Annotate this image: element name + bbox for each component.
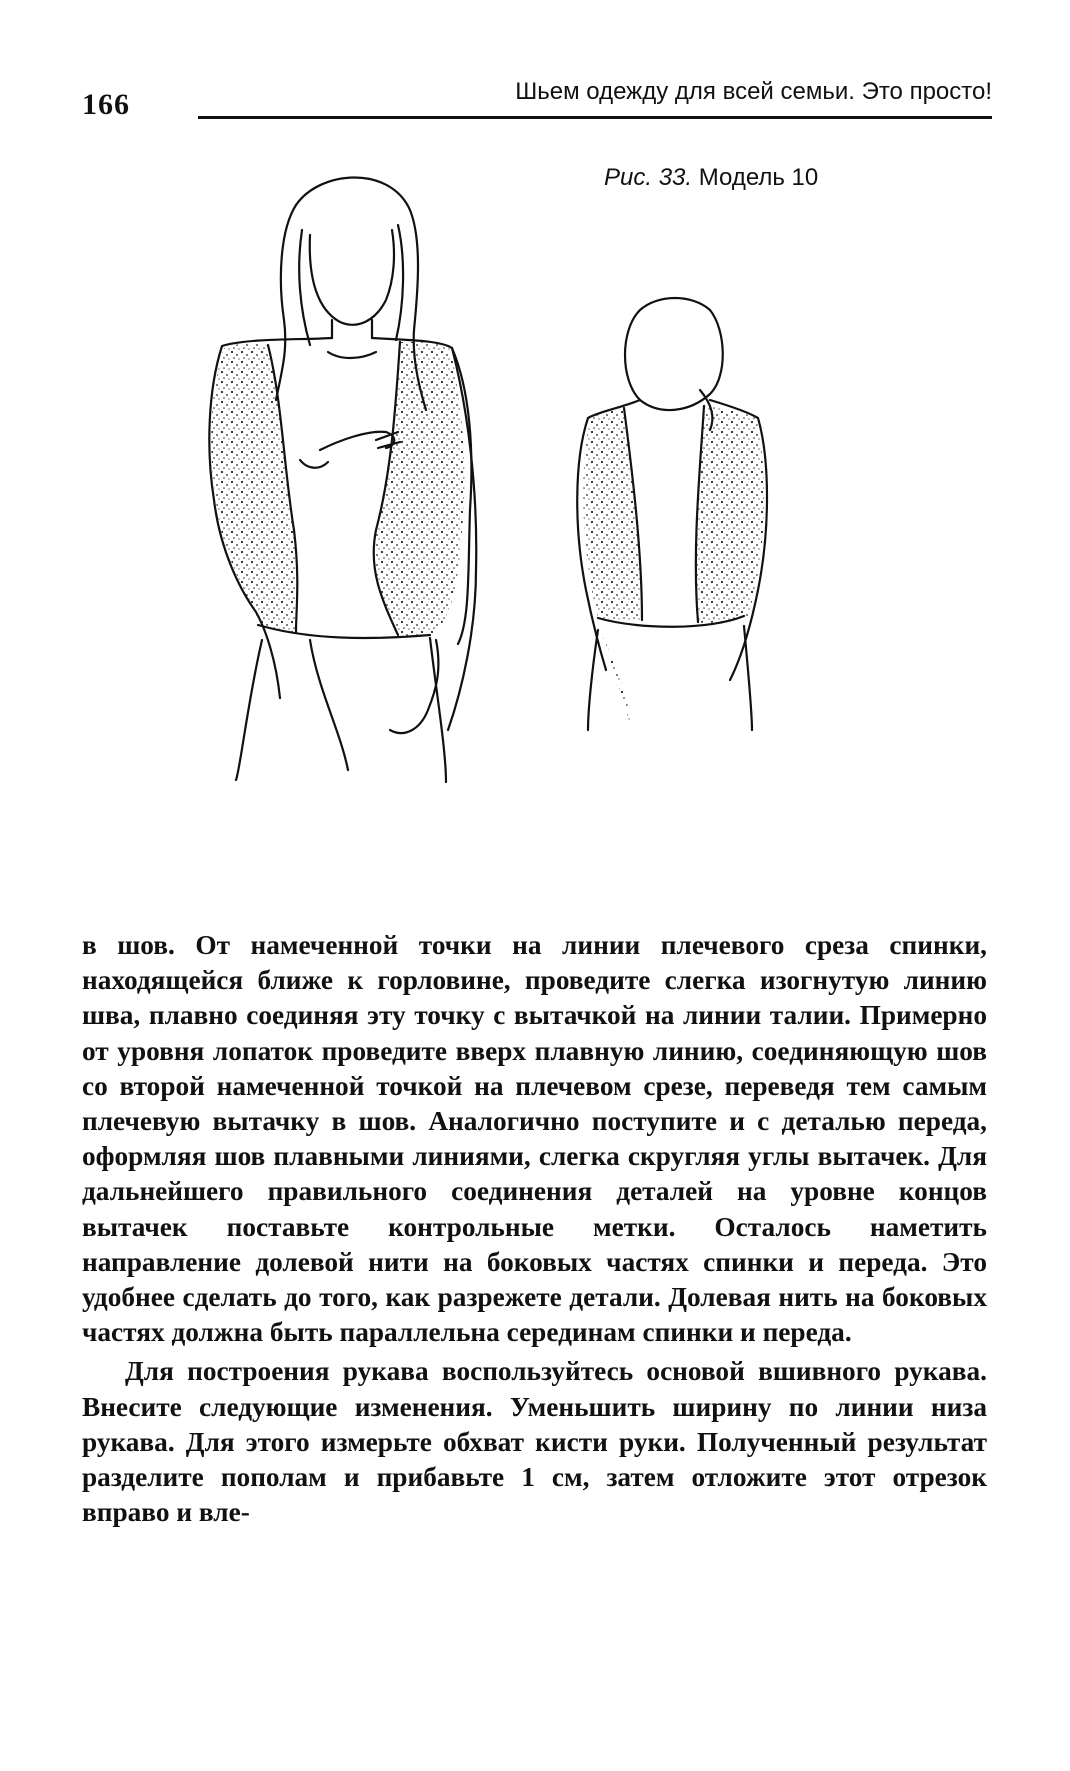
front-view-figure (209, 178, 476, 783)
figure-label: Рис. 33. (604, 164, 693, 191)
body-text (82, 928, 987, 1530)
paragraph: Для построения рукава воспользуйтесь основой вшивного рукава. Внесите следующие изменения. Уменьшить ширину по линии низа рукава. Для этого измерьте обхват кисти руки. Полученный результат разделите пополам и прибавьте 1 см, затем отложите этот отрезок вправо и вле- (82, 1356, 987, 1528)
back-view-figure (577, 298, 767, 730)
paragraph: в шов. От намеченной точки на линии плечевого среза спинки, находящейся ближе к горловине, проведите слегка изогнутую линию шва, плавно соединяя эту точку с вытачкой на линии талии. Примерно от уровня лопаток проведите вверх плавную линию, соединяющую шов со второй намеченной точкой на плечевом срезе, переведя тем самым плечевую вытачку в шов. Аналогично поступите и с деталью переда, оформляя шов плавными линиями, слегка скругляя углы вытачек. Для дальнейшего правильного соединения деталей на уровне концов вытачек поставьте контрольные метки. Осталось наметить направление долевой нити на боковых частях спинки и переда. Это удобнее сделать до того, как разрежете детали. Долевая нить на боковых частях должна быть параллельна серединам спинки и переда. (82, 930, 987, 1348)
header-rule (198, 116, 992, 119)
page-number: 166 (82, 88, 130, 121)
running-title: Шьем одежду для всей семьи. Это просто! (515, 78, 992, 105)
figure-title: Модель 10 (698, 164, 819, 191)
fashion-illustration (200, 170, 860, 890)
